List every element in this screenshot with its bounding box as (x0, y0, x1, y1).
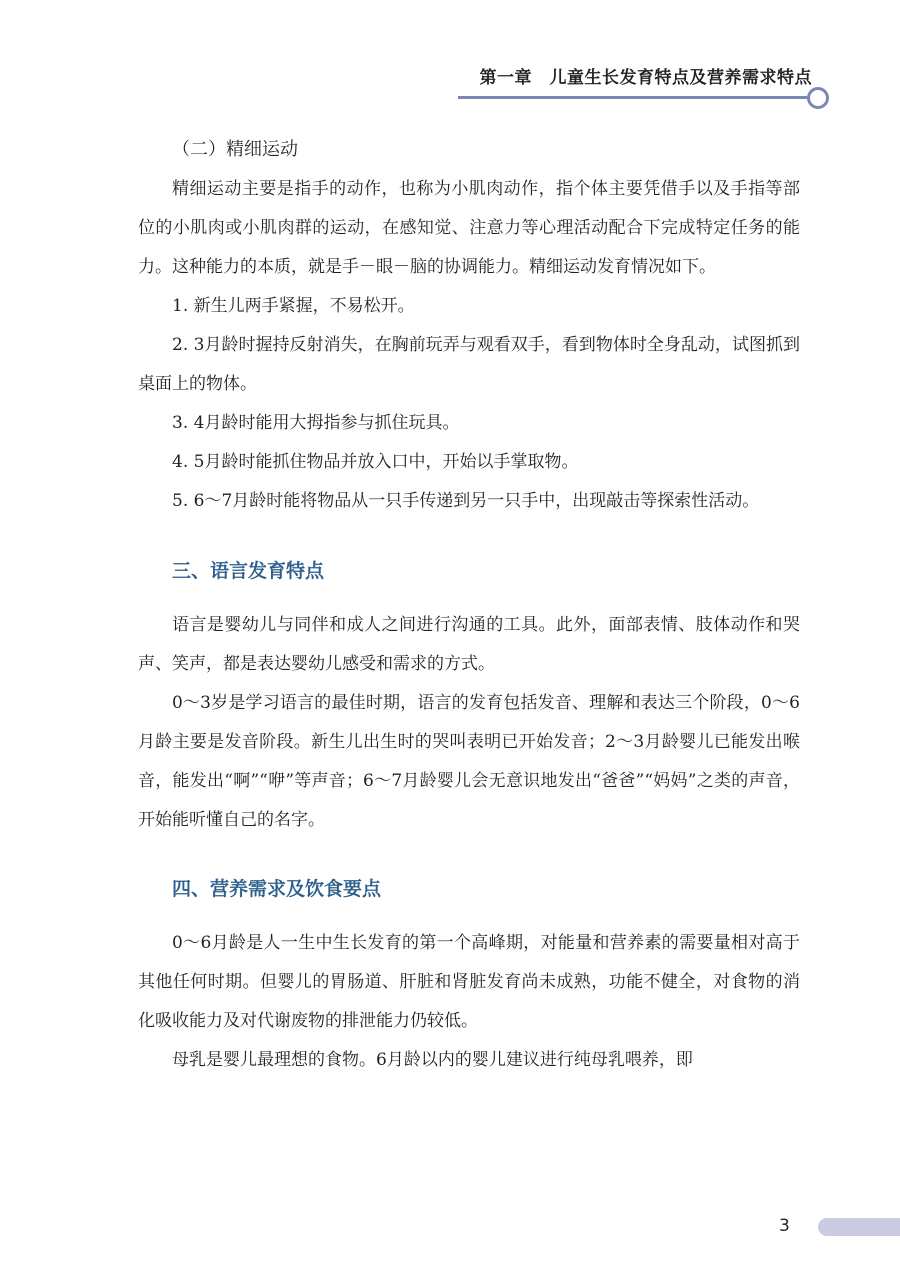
list-item: 3. 4月龄时能用大拇指参与抓住玩具。 (172, 413, 460, 433)
page-number: 3 (779, 1216, 790, 1236)
nutrition-paragraph: 0～6月龄是人一生中生长发育的第一个高峰期，对能量和营养素的需要量相对高于其他任何时期。但婴儿的胃肠道、肝脏和肾脏发育尚未成熟，功能不健全，对食物的消化吸收能力及对代谢废物的排泄能力仍较低。 (138, 933, 800, 1031)
list-item: 2. 3月龄时握持反射消失，在胸前玩弄与观看双手，看到物体时全身乱动，试图抓到桌面上的物体。 (138, 335, 800, 394)
footer-bar (818, 1218, 900, 1236)
fine-motor-heading: （二）精细运动 (172, 139, 298, 160)
list-item: 1. 新生儿两手紧握，不易松开。 (172, 296, 415, 316)
nutrition-heading: 四、营养需求及饮食要点 (172, 878, 382, 900)
language-paragraph: 语言是婴幼儿与同伴和成人之间进行沟通的工具。此外，面部表情、肢体动作和哭声、笑声，都是表达婴幼儿感受和需求的方式。 (138, 615, 800, 674)
page-header (0, 0, 900, 110)
header-circle-ornament (807, 87, 829, 109)
list-item: 5. 6～7月龄时能将物品从一只手传递到另一只手中，出现敲击等探索性活动。 (172, 491, 760, 511)
language-paragraph: 0～3岁是学习语言的最佳时期，语言的发育包括发音、理解和表达三个阶段，0～6月龄主要是发音阶段。新生儿出生时的哭叫表明已开始发音；2～3月龄婴儿已能发出喉音，能发出“啊”“咿”等声音；6～7月龄婴儿会无意识地发出“爸爸”“妈妈”之类的声音，开始能听懂自己的名字。 (138, 693, 800, 830)
nutrition-paragraph: 母乳是婴儿最理想的食物。6月龄以内的婴儿建议进行纯母乳喂养，即 (172, 1050, 693, 1070)
page-content (138, 130, 800, 1080)
header-rule (458, 96, 810, 99)
fine-motor-intro: 精细运动主要是指手的动作，也称为小肌肉动作，指个体主要凭借手以及手指等部位的小肌肉或小肌肉群的运动，在感知觉、注意力等心理活动配合下完成特定任务的能力。这种能力的本质，就是手－眼－脑的协调能力。精细运动发育情况如下。 (138, 179, 800, 277)
list-item: 4. 5月龄时能抓住物品并放入口中，开始以手掌取物。 (172, 452, 579, 472)
language-heading: 三、语言发育特点 (172, 560, 325, 582)
chapter-title: 第一章 儿童生长发育特点及营养需求特点 (479, 68, 812, 88)
